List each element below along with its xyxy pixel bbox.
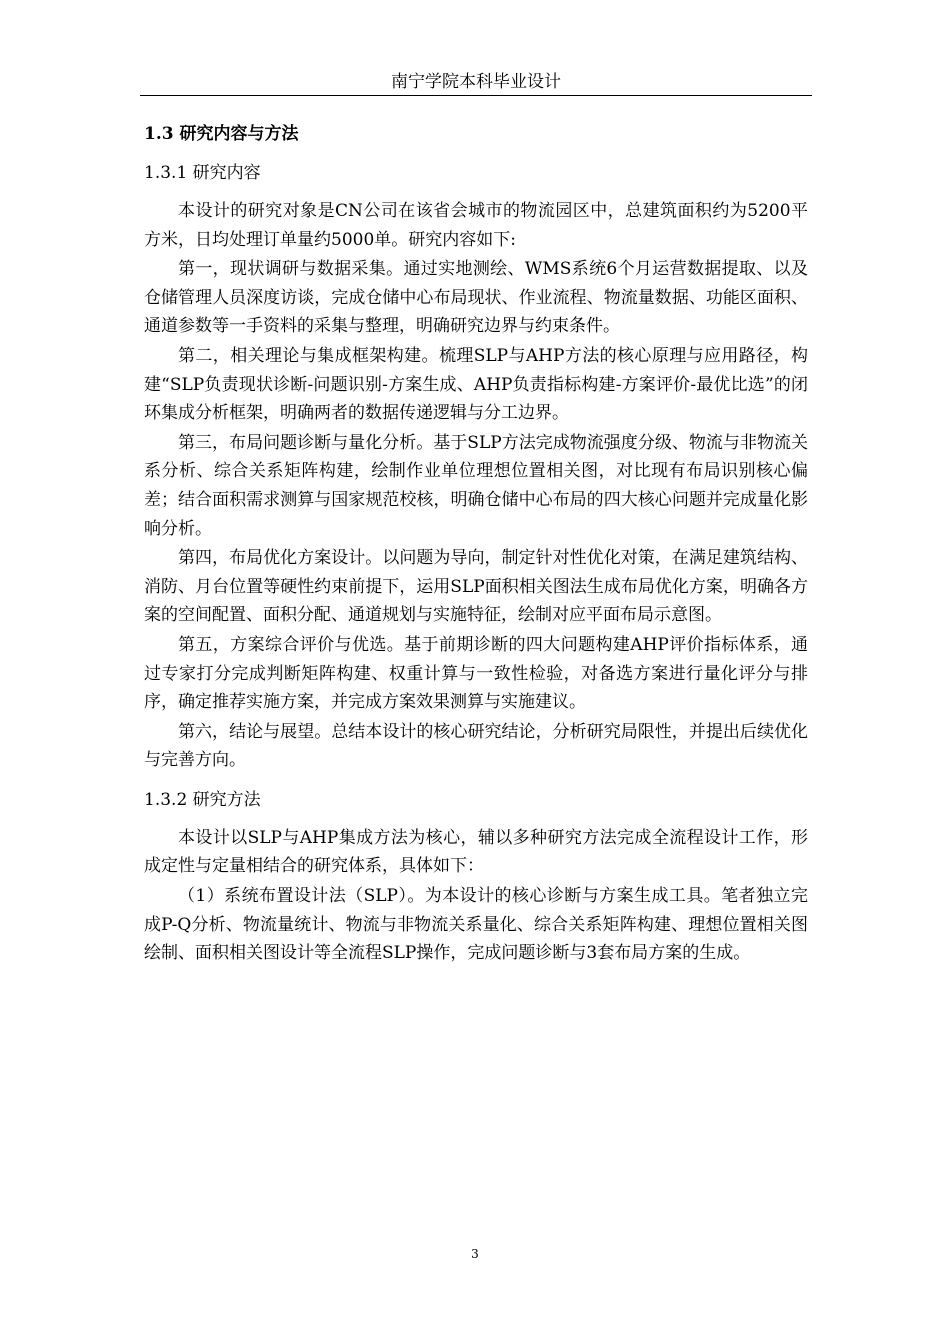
page-number: 3: [471, 1247, 479, 1261]
paragraph-method-slp: （1）系统布置设计法（SLP）。为本设计的核心诊断与方案生成工具。笔者独立完成P-Q分析、物流量统计、物流与非物流关系量化、综合关系矩阵构建、理想位置相关图绘制、面积相关图设计等全流程SLP操作，完成问题诊断与3套布局方案的生成。: [144, 886, 808, 964]
paragraph-sixth: 第六，结论与展望。总结本设计的核心研究结论，分析研究局限性，并提出后续优化与完善方向。: [144, 721, 808, 771]
section-heading: 1.3 研究内容与方法: [144, 124, 299, 144]
paragraph-fourth: 第四，布局优化方案设计。以问题为导向，制定针对性优化对策，在满足建筑结构、消防、月台位置等硬性约束前提下，运用SLP面积相关图法生成布局优化方案，明确各方案的空间配置、面积分配、通道规划与实施特征，绘制对应平面布局示意图。: [144, 548, 808, 626]
paragraph-third: 第三，布局问题诊断与量化分析。基于SLP方法完成物流强度分级、物流与非物流关系分析、综合关系矩阵构建，绘制作业单位理想位置相关图，对比现有布局识别核心偏差；结合面积需求测算与国家规范校核，明确仓储中心布局的四大核心问题并完成量化影响分析。: [144, 432, 808, 539]
paragraph-first: 第一，现状调研与数据采集。通过实地测绘、WMS系统6个月运营数据提取、以及仓储管理人员深度访谈，完成仓储中心布局现状、作业流程、物流量数据、功能区面积、通道参数等一手资料的采集与整理，明确研究边界与约束条件。: [144, 259, 808, 337]
subsection-heading-research-content: 1.3.1 研究内容: [144, 163, 261, 183]
paragraph-second: 第二，相关理论与集成框架构建。梳理SLP与AHP方法的核心原理与应用路径，构建“SLP负责现状诊断-问题识别-方案生成、AHP负责指标构建-方案评价-最优比选”的闭环集成分析框架，明确两者的数据传递逻辑与分工边界。: [144, 345, 808, 424]
subsection-heading-research-methods: 1.3.2 研究方法: [144, 789, 261, 810]
header-divider: [140, 95, 812, 96]
page-header: 南宁学院本科毕业设计: [391, 72, 561, 92]
paragraph-fifth: 第五，方案综合评价与优选。基于前期诊断的四大问题构建AHP评价指标体系，通过专家打分完成判断矩阵构建、权重计算与一致性检验，对备选方案进行量化评分与排序，确定推荐实施方案，并完成方案效果测算与实施建议。: [144, 634, 808, 713]
page-body: [144, 115, 808, 969]
paragraph-methods-intro: 本设计以SLP与AHP集成方法为核心，辅以多种研究方法完成全流程设计工作，形成定性与定量相结合的研究体系，具体如下：: [144, 827, 808, 877]
paragraph-intro: 本设计的研究对象是CN公司在该省会城市的物流园区中，总建筑面积约为5200平方米，日均处理订单量约5000单。研究内容如下:: [144, 201, 808, 250]
